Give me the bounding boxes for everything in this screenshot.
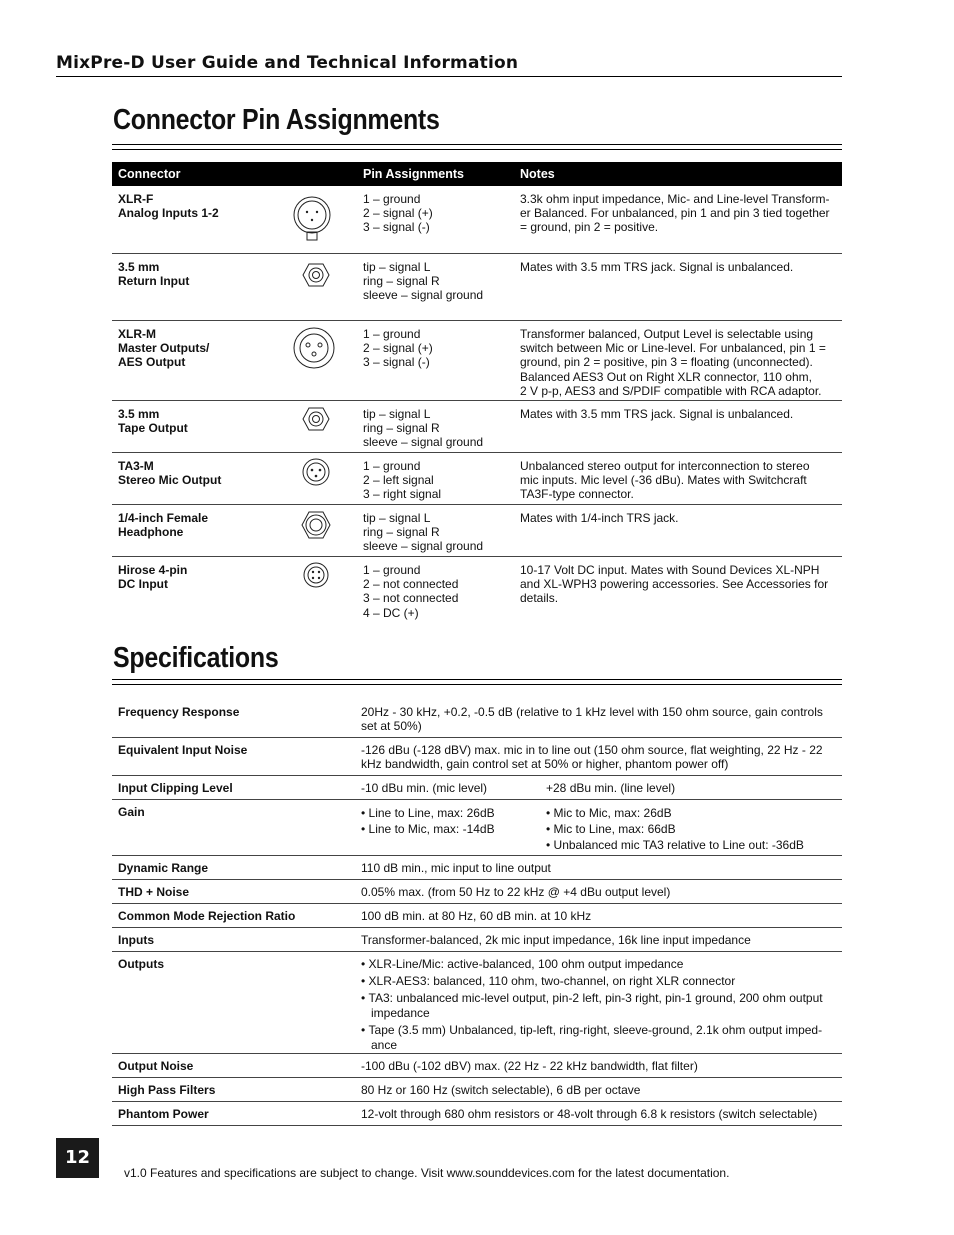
quarter-inch-jack-icon	[301, 510, 331, 543]
table-row	[112, 904, 842, 928]
spec-label: Phantom Power	[118, 1107, 209, 1121]
spec-value: -100 dBu (-102 dBV) max. (22 Hz - 22 kHz bandwidth, flat filter)	[361, 1059, 698, 1073]
spec-label: THD + Noise	[118, 885, 190, 899]
list-item: • Tape (3.5 mm) Unbalanced, tip-left, ring-right, sleeve-ground, 2.1k ohm output imped-ance	[361, 1023, 823, 1052]
list-item: • Mic to Line, max: 66dB	[546, 822, 676, 836]
connector-notes: Mates with 1/4-inch TRS jack.	[520, 511, 679, 525]
connector-table	[112, 162, 842, 621]
spec-value	[361, 805, 541, 837]
spec-value: 110 dB min., mic input to line output	[361, 861, 551, 875]
pin-assignments: 1 – ground 2 – left signal 3 – right signal	[363, 459, 442, 502]
list-item: • Mic to Mic, max: 26dB	[546, 806, 672, 820]
list-item: • Line to Mic, max: -14dB	[361, 822, 495, 836]
table-row	[112, 186, 842, 254]
header-title: MixPre-D User Guide and Technical Information	[56, 53, 519, 73]
spec-value-secondary	[546, 805, 804, 853]
spec-value: 0.05% max. (from 50 Hz to 22 kHz @ +4 dBu output level)	[361, 885, 671, 899]
table-row	[112, 254, 842, 321]
list-item: • TA3: unbalanced mic-level output, pin-2 left, pin-3 right, pin-1 ground, 200 ohm output impedance	[361, 991, 823, 1020]
table-row	[112, 557, 842, 621]
header-divider	[56, 76, 842, 77]
connector-notes: 3.3k ohm input impedance, Mic- and Line-level Transform- er Balanced. For unbalanced, pin 1 and pin 3 tied together = ground, pin 2 = positive.	[520, 192, 830, 235]
connector-table-header	[112, 162, 842, 186]
spec-value	[361, 957, 839, 1053]
table-row	[112, 1054, 842, 1078]
table-row	[112, 700, 842, 738]
spec-section-title: Specifications	[113, 642, 279, 674]
connector-notes: Mates with 3.5 mm TRS jack. Signal is unbalanced.	[520, 407, 794, 421]
column-header-connector: Connector	[118, 167, 181, 181]
footer-note: v1.0 Features and specifications are subject to change. Visit www.sounddevices.com for the latest documentation.	[124, 1166, 730, 1180]
spec-label: Output Noise	[118, 1059, 194, 1073]
pin-assignments: tip – signal L ring – signal R sleeve – signal ground	[363, 407, 484, 450]
spec-value: -10 dBu min. (mic level)	[361, 781, 488, 795]
spec-value: 100 dB min. at 80 Hz, 60 dB min. at 10 kHz	[361, 909, 592, 923]
connector-name: 3.5 mm Tape Output	[118, 407, 188, 436]
table-row	[112, 505, 842, 557]
table-row	[112, 1102, 842, 1125]
spec-value-secondary: +28 dBu min. (line level)	[546, 781, 676, 795]
table-row	[112, 800, 842, 856]
spec-label: Outputs	[118, 957, 164, 971]
spec-label: Dynamic Range	[118, 861, 209, 875]
table-row	[112, 1078, 842, 1102]
connector-section-title: Connector Pin Assignments	[113, 104, 440, 136]
table-row	[112, 856, 842, 880]
table-row	[112, 321, 842, 401]
table-row	[112, 952, 842, 1054]
pin-assignments: 1 – ground 2 – signal (+) 3 – signal (-)	[363, 192, 433, 235]
connector-name: XLR-F Analog Inputs 1-2	[118, 192, 219, 221]
table-row	[112, 928, 842, 952]
spec-value: 20Hz - 30 kHz, +0.2, -0.5 dB (relative to 1 kHz level with 150 ohm source, gain controls set at 50%)	[361, 705, 823, 733]
connector-name: TA3-M Stereo Mic Output	[118, 459, 222, 488]
connector-notes: Mates with 3.5 mm TRS jack. Signal is unbalanced.	[520, 260, 794, 274]
xlr-male-icon	[293, 327, 335, 372]
xlr-female-icon	[292, 190, 332, 249]
spec-label: Gain	[118, 805, 145, 819]
hirose-connector-icon	[303, 562, 329, 591]
spec-value: Transformer-balanced, 2k mic input impedance, 16k line input impedance	[361, 933, 751, 947]
connector-notes: Transformer balanced, Output Level is selectable using switch between Mic or Line-level. For unbalanced, pin 1 = ground, pin 2 = positive, pin 3 = floating (unconnected). Balanced AES3 Out on Right XLR connector, 110 ohm, 2 V p-p, AES3 and S/PDIF compatible with RCA adaptor.	[520, 327, 826, 398]
list-item: • XLR-AES3: balanced, 110 ohm, two-channel, on right XLR connector	[361, 974, 736, 988]
spec-label: Frequency Response	[118, 705, 240, 719]
spec-title-divider	[112, 679, 842, 685]
list-item: • Unbalanced mic TA3 relative to Line out: -36dB	[546, 838, 804, 852]
pin-assignments: 1 – ground 2 – signal (+) 3 – signal (-)	[363, 327, 433, 370]
spec-label: High Pass Filters	[118, 1083, 216, 1097]
connector-name: 1/4-inch Female Headphone	[118, 511, 209, 540]
spec-table	[112, 700, 842, 1126]
pin-assignments: tip – signal L ring – signal R sleeve – signal ground	[363, 260, 484, 303]
table-row	[112, 401, 842, 453]
connector-notes: 10-17 Volt DC input. Mates with Sound Devices XL-NPH and XL-WPH3 powering accessories. See Accessories for details.	[520, 563, 829, 606]
connector-notes: Unbalanced stereo output for interconnection to stereo mic inputs. Mic level (-36 dBu). Mates with Switchcraft TA3F-type connector.	[520, 459, 810, 502]
ta3-connector-icon	[302, 458, 330, 489]
spec-value: 80 Hz or 160 Hz (switch selectable), 6 dB per octave	[361, 1083, 641, 1097]
connector-title-divider	[112, 144, 842, 150]
spec-label: Inputs	[118, 933, 154, 947]
column-header-notes: Notes	[520, 167, 555, 181]
connector-name: XLR-M Master Outputs/ AES Output	[118, 327, 210, 370]
spec-label: Common Mode Rejection Ratio	[118, 909, 296, 923]
connector-name: Hirose 4-pin DC Input	[118, 563, 188, 592]
spec-value: 12-volt through 680 ohm resistors or 48-volt through 6.8 k resistors (switch selectable)	[361, 1107, 818, 1121]
spec-value: -126 dBu (-128 dBV) max. mic in to line out (150 ohm source, flat weighting, 22 Hz - 22 kHz bandwidth, gain control set at 50% or higher, phantom power off)	[361, 743, 823, 771]
list-item: • XLR-Line/Mic: active-balanced, 100 ohm output impedance	[361, 957, 684, 971]
list-item: • Line to Line, max: 26dB	[361, 806, 495, 820]
spec-label: Input Clipping Level	[118, 781, 233, 795]
table-row	[112, 880, 842, 904]
pin-assignments: 1 – ground 2 – not connected 3 – not connected 4 – DC (+)	[363, 563, 459, 620]
column-header-pins: Pin Assignments	[363, 167, 464, 181]
spec-label: Equivalent Input Noise	[118, 743, 248, 757]
table-row	[112, 776, 842, 800]
pin-assignments: tip – signal L ring – signal R sleeve – signal ground	[363, 511, 484, 554]
table-row	[112, 738, 842, 776]
table-row	[112, 453, 842, 505]
mini-jack-icon	[302, 406, 330, 435]
page-number: 12	[56, 1138, 99, 1178]
mini-jack-icon	[302, 262, 330, 291]
connector-name: 3.5 mm Return Input	[118, 260, 190, 289]
